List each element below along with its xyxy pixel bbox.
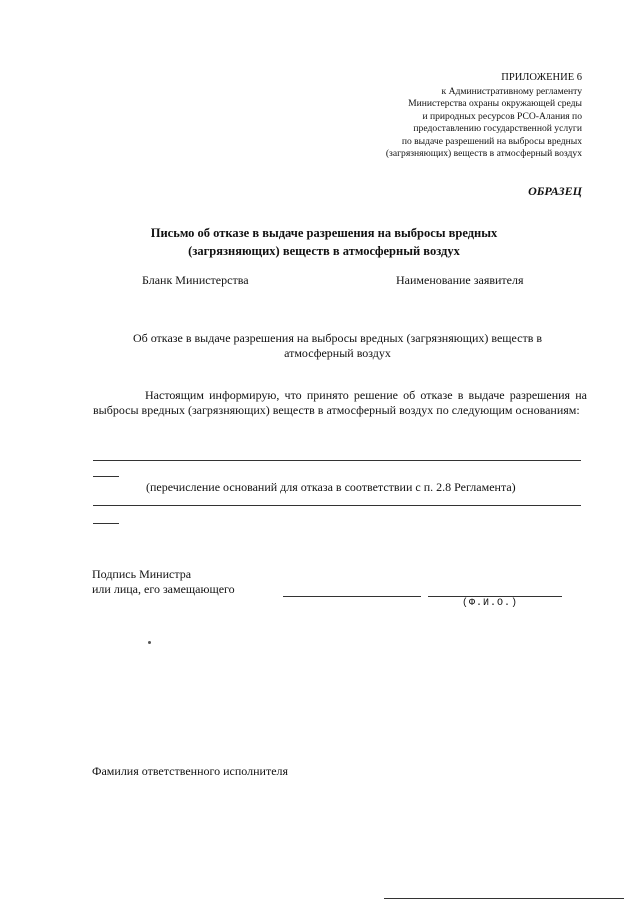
grounds-fill-line [93, 460, 581, 461]
appendix-title: ПРИЛОЖЕНИЕ 6 [501, 72, 582, 83]
body-text: Настоящим информирую, что принято решение об отказе в выдаче разрешения на выбросы вредных (загрязняющих) веществ в атмосферный воздух по следующим основаниям: [93, 388, 587, 417]
signature-line [283, 596, 421, 597]
grounds-fill-line [93, 505, 581, 506]
letter-title-line: (загрязняющих) веществ в атмосферный воздух [188, 244, 460, 258]
letter-body [93, 388, 587, 418]
ministry-blank-label: Бланк Министерства [142, 273, 249, 287]
bottom-line [384, 898, 624, 899]
letter-subject [100, 331, 575, 361]
sample-mark: ОБРАЗЕЦ [528, 184, 582, 198]
applicant-name-label: Наименование заявителя [396, 273, 524, 287]
executor-label: Фамилия ответственного исполнителя [92, 764, 289, 778]
signature-label-line: Подпись Министра [92, 567, 192, 581]
grounds-fill-line-end [93, 523, 119, 524]
appendix-line: к Административному регламенту [441, 85, 582, 97]
signature-label-line: или лица, его замещающего [92, 582, 235, 596]
appendix-line: (загрязняющих) веществ в атмосферный воздух [385, 148, 582, 159]
appendix-line: Министерства охраны окружающей среды [408, 98, 582, 109]
subject-line: атмосферный воздух [284, 346, 391, 360]
appendix-line: по выдаче разрешений на выбросы вредных [401, 135, 582, 147]
dot-mark [148, 641, 151, 644]
letter-title-line: Письмо об отказе в выдаче разрешения на выбросы вредных [150, 226, 498, 240]
signature-label [92, 567, 235, 597]
appendix-line: предоставлению государственной услуги [413, 123, 582, 134]
grounds-fill-line-end [93, 476, 119, 477]
grounds-note: (перечисление оснований для отказа в соответствии с п. 2.8 Регламента) [146, 480, 516, 494]
fio-label: (Ф.И.О.) [462, 598, 519, 609]
appendix-line: и природных ресурсов РСО-Алания по [422, 110, 582, 122]
subject-line: Об отказе в выдаче разрешения на выбросы вредных (загрязняющих) веществ в [132, 331, 543, 345]
fio-line [428, 596, 562, 597]
letter-title [100, 224, 548, 260]
appendix-header [262, 72, 582, 161]
